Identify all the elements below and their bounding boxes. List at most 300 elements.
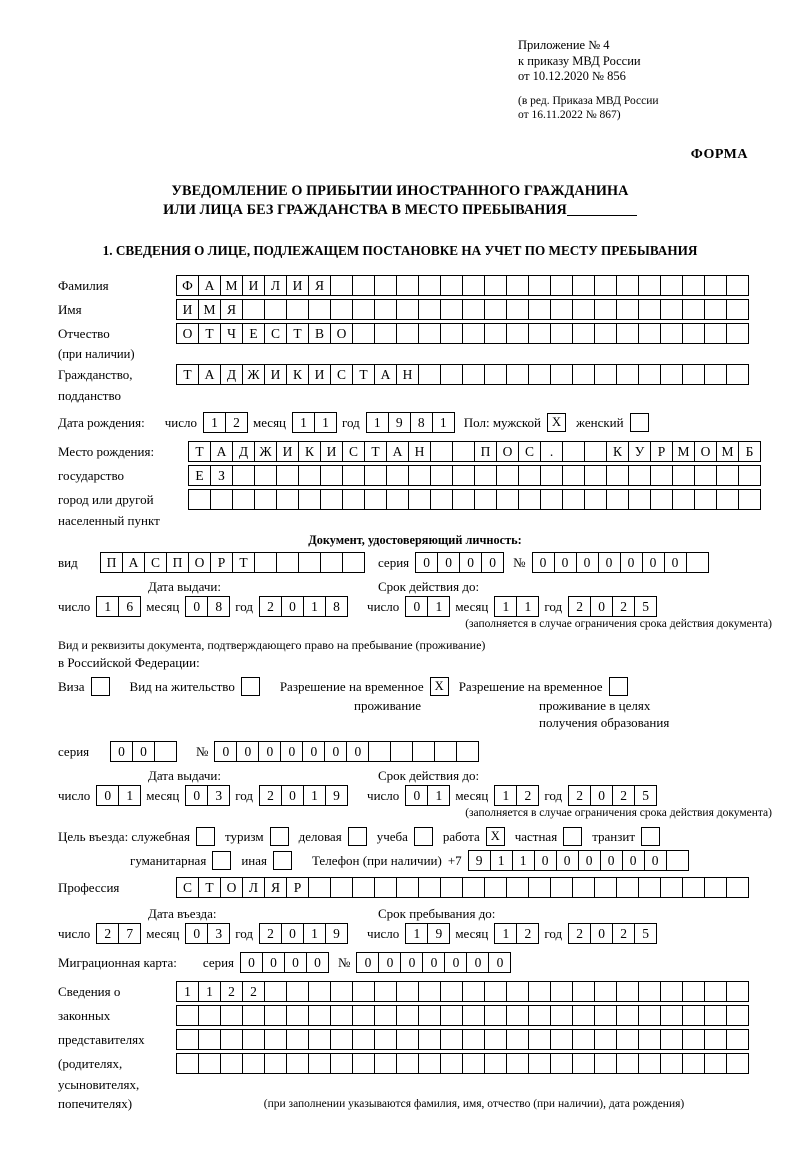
form-cell[interactable]: 0 [488,952,511,973]
citizenship-cells[interactable] [176,364,748,385]
form-cell[interactable]: 0 [281,923,304,944]
form-cell[interactable] [518,489,541,510]
form-cell[interactable]: М [716,441,739,462]
form-cell[interactable] [638,275,661,296]
stay-issue-day-cells[interactable] [96,785,140,806]
form-cell[interactable]: Т [188,441,211,462]
form-cell[interactable] [330,275,353,296]
form-cell[interactable]: И [264,364,287,385]
form-cell[interactable]: 1 [176,981,199,1002]
form-cell[interactable] [220,1053,243,1074]
form-cell[interactable] [616,877,639,898]
form-cell[interactable] [298,465,321,486]
form-cell[interactable]: И [286,275,309,296]
entry-year-cells[interactable] [259,923,347,944]
form-cell[interactable] [660,275,683,296]
form-cell[interactable]: 0 [185,785,208,806]
form-cell[interactable] [264,981,287,1002]
form-cell[interactable]: 0 [466,952,489,973]
stay-until-year-cells[interactable] [568,923,656,944]
form-cell[interactable] [704,364,727,385]
form-cell[interactable] [682,1029,705,1050]
form-cell[interactable]: К [606,441,629,462]
form-cell[interactable]: 0 [437,552,460,573]
form-cell[interactable]: 0 [590,923,613,944]
form-cell[interactable] [682,323,705,344]
form-cell[interactable] [726,299,749,320]
form-cell[interactable] [594,1005,617,1026]
birthplace-cells-2[interactable] [188,465,760,486]
form-cell[interactable] [528,1053,551,1074]
form-cell[interactable]: 0 [281,785,304,806]
birthplace-cells-3[interactable] [188,489,760,510]
form-cell[interactable] [496,465,519,486]
form-cell[interactable]: 1 [494,785,517,806]
form-cell[interactable] [616,275,639,296]
form-cell[interactable] [396,1005,419,1026]
form-cell[interactable] [308,299,331,320]
form-cell[interactable] [396,981,419,1002]
form-cell[interactable] [562,489,585,510]
form-cell[interactable] [320,465,343,486]
form-cell[interactable]: 0 [556,850,579,871]
form-cell[interactable] [308,1005,331,1026]
form-cell[interactable] [374,981,397,1002]
form-cell[interactable] [660,1053,683,1074]
form-cell[interactable]: Я [264,877,287,898]
form-cell[interactable]: 0 [378,952,401,973]
form-cell[interactable]: 2 [96,923,119,944]
form-cell[interactable] [396,877,419,898]
form-cell[interactable] [374,323,397,344]
form-cell[interactable] [660,364,683,385]
form-cell[interactable]: 1 [432,412,455,433]
form-cell[interactable]: 1 [405,923,428,944]
form-cell[interactable] [352,877,375,898]
doc-issue-month-cells[interactable] [185,596,229,617]
form-cell[interactable]: 9 [325,785,348,806]
form-cell[interactable] [396,1029,419,1050]
form-cell[interactable] [638,877,661,898]
form-cell[interactable] [528,299,551,320]
form-cell[interactable] [396,299,419,320]
form-cell[interactable] [616,1053,639,1074]
form-cell[interactable]: 0 [405,785,428,806]
form-cell[interactable]: Е [242,323,265,344]
form-cell[interactable]: Б [738,441,761,462]
form-cell[interactable]: 9 [325,923,348,944]
form-cell[interactable]: 1 [292,412,315,433]
form-cell[interactable] [550,275,573,296]
form-cell[interactable] [308,1029,331,1050]
form-cell[interactable] [572,981,595,1002]
form-cell[interactable]: 0 [590,596,613,617]
form-cell[interactable] [572,1005,595,1026]
form-cell[interactable] [672,489,695,510]
form-cell[interactable] [572,1053,595,1074]
form-cell[interactable]: 0 [444,952,467,973]
form-cell[interactable] [616,1005,639,1026]
form-cell[interactable] [660,1029,683,1050]
form-cell[interactable] [594,877,617,898]
form-cell[interactable] [352,275,375,296]
purpose-private-checkbox[interactable] [563,827,582,846]
form-cell[interactable] [606,465,629,486]
form-cell[interactable] [474,489,497,510]
purpose-tourism-checkbox[interactable] [270,827,289,846]
form-cell[interactable] [484,364,507,385]
form-cell[interactable]: 0 [620,552,643,573]
form-cell[interactable] [264,299,287,320]
form-cell[interactable] [550,364,573,385]
form-cell[interactable] [484,275,507,296]
form-cell[interactable] [210,489,233,510]
form-cell[interactable] [704,1029,727,1050]
form-cell[interactable] [484,877,507,898]
purpose-business-checkbox[interactable] [348,827,367,846]
form-cell[interactable]: 2 [259,923,282,944]
form-cell[interactable] [220,1005,243,1026]
form-cell[interactable]: О [220,877,243,898]
form-cell[interactable]: 0 [422,952,445,973]
stay-valid-month-cells[interactable] [494,785,538,806]
form-cell[interactable] [484,981,507,1002]
form-cell[interactable] [462,1053,485,1074]
form-cell[interactable] [726,1029,749,1050]
form-cell[interactable] [660,299,683,320]
form-cell[interactable] [716,489,739,510]
form-cell[interactable] [628,489,651,510]
temp-residence-checkbox[interactable]: Х [430,677,449,696]
form-cell[interactable] [550,1005,573,1026]
form-cell[interactable] [528,364,551,385]
form-cell[interactable]: 1 [494,923,517,944]
form-cell[interactable] [462,981,485,1002]
form-cell[interactable] [308,877,331,898]
doc-valid-year-cells[interactable] [568,596,656,617]
form-cell[interactable]: С [176,877,199,898]
form-cell[interactable] [704,323,727,344]
form-cell[interactable] [418,275,441,296]
form-cell[interactable]: 1 [203,412,226,433]
form-cell[interactable] [254,465,277,486]
form-cell[interactable] [594,323,617,344]
form-cell[interactable] [704,877,727,898]
form-cell[interactable]: 0 [324,741,347,762]
form-cell[interactable]: Л [264,275,287,296]
edu-residence-checkbox[interactable] [609,677,628,696]
form-cell[interactable] [176,1029,199,1050]
form-cell[interactable] [682,364,705,385]
form-cell[interactable] [264,1005,287,1026]
form-cell[interactable]: Ж [242,364,265,385]
form-cell[interactable] [242,1053,265,1074]
form-cell[interactable]: 0 [578,850,601,871]
form-cell[interactable]: 0 [96,785,119,806]
purpose-humanitarian-checkbox[interactable] [212,851,231,870]
form-cell[interactable] [682,275,705,296]
form-cell[interactable]: 0 [306,952,329,973]
form-cell[interactable]: 1 [494,596,517,617]
form-cell[interactable] [396,323,419,344]
form-cell[interactable]: П [100,552,123,573]
purpose-transit-checkbox[interactable] [641,827,660,846]
stay-valid-year-cells[interactable] [568,785,656,806]
form-cell[interactable]: М [672,441,695,462]
form-cell[interactable]: 1 [303,923,326,944]
form-cell[interactable]: 1 [96,596,119,617]
form-cell[interactable] [330,981,353,1002]
form-cell[interactable]: 2 [612,923,635,944]
form-cell[interactable] [434,741,457,762]
stay-until-month-cells[interactable] [494,923,538,944]
form-cell[interactable]: 1 [314,412,337,433]
form-cell[interactable] [198,1053,221,1074]
form-cell[interactable] [276,552,299,573]
form-cell[interactable] [638,981,661,1002]
form-cell[interactable] [628,465,651,486]
form-cell[interactable] [686,552,709,573]
form-cell[interactable] [694,465,717,486]
form-cell[interactable] [638,1005,661,1026]
form-cell[interactable] [474,465,497,486]
form-cell[interactable] [320,489,343,510]
form-cell[interactable]: 2 [568,923,591,944]
form-cell[interactable] [198,1005,221,1026]
form-cell[interactable] [704,275,727,296]
form-cell[interactable] [286,1005,309,1026]
form-cell[interactable] [462,275,485,296]
birth-month-cells[interactable] [292,412,336,433]
form-cell[interactable]: Р [210,552,233,573]
form-cell[interactable] [484,1053,507,1074]
form-cell[interactable] [562,441,585,462]
form-cell[interactable] [506,299,529,320]
form-cell[interactable]: Е [188,465,211,486]
form-cell[interactable]: С [264,323,287,344]
form-cell[interactable]: У [628,441,651,462]
form-cell[interactable] [550,323,573,344]
form-cell[interactable] [264,1053,287,1074]
form-cell[interactable] [682,1005,705,1026]
form-cell[interactable] [254,552,277,573]
form-cell[interactable]: 0 [598,552,621,573]
form-cell[interactable]: Л [242,877,265,898]
birth-year-cells[interactable] [366,412,454,433]
form-cell[interactable] [562,465,585,486]
form-cell[interactable]: 0 [346,741,369,762]
form-cell[interactable] [198,1029,221,1050]
form-cell[interactable] [342,465,365,486]
form-cell[interactable] [440,299,463,320]
form-cell[interactable] [408,489,431,510]
form-cell[interactable] [298,489,321,510]
form-cell[interactable]: А [198,364,221,385]
form-cell[interactable] [528,1005,551,1026]
form-cell[interactable] [242,1005,265,1026]
form-cell[interactable]: 1 [198,981,221,1002]
form-cell[interactable] [704,1053,727,1074]
phone-cells[interactable] [468,850,688,871]
form-cell[interactable] [418,1029,441,1050]
form-cell[interactable]: 0 [185,596,208,617]
form-cell[interactable] [440,1005,463,1026]
form-cell[interactable]: 0 [185,923,208,944]
form-cell[interactable] [430,465,453,486]
form-cell[interactable] [330,1005,353,1026]
form-cell[interactable] [738,465,761,486]
form-cell[interactable]: 1 [427,596,450,617]
form-cell[interactable]: 0 [600,850,623,871]
form-cell[interactable] [682,877,705,898]
form-cell[interactable]: К [286,364,309,385]
form-cell[interactable] [430,489,453,510]
form-cell[interactable] [352,1029,375,1050]
form-cell[interactable] [330,877,353,898]
form-cell[interactable] [594,981,617,1002]
form-cell[interactable] [660,877,683,898]
doc-number-cells[interactable] [532,552,708,573]
form-cell[interactable]: 0 [262,952,285,973]
form-cell[interactable] [440,364,463,385]
form-cell[interactable] [462,323,485,344]
mc-number-cells[interactable] [356,952,510,973]
form-cell[interactable] [242,1029,265,1050]
form-cell[interactable] [418,1005,441,1026]
form-cell[interactable] [374,1053,397,1074]
form-cell[interactable]: 0 [481,552,504,573]
form-cell[interactable]: К [298,441,321,462]
form-cell[interactable] [726,877,749,898]
form-cell[interactable] [364,465,387,486]
form-cell[interactable]: 3 [207,785,230,806]
form-cell[interactable] [188,489,211,510]
form-cell[interactable]: 2 [516,923,539,944]
doc-series-cells[interactable] [415,552,503,573]
form-cell[interactable] [456,741,479,762]
form-cell[interactable]: 0 [534,850,557,871]
form-cell[interactable] [638,1029,661,1050]
form-cell[interactable] [298,552,321,573]
form-cell[interactable] [572,364,595,385]
form-cell[interactable]: 2 [516,785,539,806]
form-cell[interactable] [220,1029,243,1050]
form-cell[interactable] [264,1029,287,1050]
form-cell[interactable] [638,364,661,385]
form-cell[interactable] [550,981,573,1002]
form-cell[interactable] [704,299,727,320]
form-cell[interactable]: 0 [400,952,423,973]
form-cell[interactable]: 5 [634,923,657,944]
form-cell[interactable] [396,275,419,296]
form-cell[interactable] [484,1029,507,1050]
form-cell[interactable]: Я [220,299,243,320]
doc-issue-day-cells[interactable] [96,596,140,617]
form-cell[interactable] [418,299,441,320]
form-cell[interactable]: 2 [259,596,282,617]
stay-issue-month-cells[interactable] [185,785,229,806]
visa-checkbox[interactable] [91,677,110,696]
form-cell[interactable]: О [330,323,353,344]
form-cell[interactable] [352,981,375,1002]
form-cell[interactable]: 0 [240,952,263,973]
form-cell[interactable] [660,981,683,1002]
form-cell[interactable] [584,465,607,486]
form-cell[interactable]: 1 [490,850,513,871]
doc-valid-day-cells[interactable] [405,596,449,617]
form-cell[interactable]: Ч [220,323,243,344]
form-cell[interactable] [408,465,431,486]
form-cell[interactable]: 2 [568,785,591,806]
form-cell[interactable]: . [540,441,563,462]
form-cell[interactable] [308,981,331,1002]
legal-rep-cells-1[interactable] [176,981,748,1002]
form-cell[interactable]: И [276,441,299,462]
form-cell[interactable] [462,877,485,898]
form-cell[interactable]: 2 [242,981,265,1002]
form-cell[interactable]: В [308,323,331,344]
form-cell[interactable]: Т [286,323,309,344]
form-cell[interactable]: 0 [532,552,555,573]
form-cell[interactable]: С [342,441,365,462]
form-cell[interactable]: 9 [468,850,491,871]
form-cell[interactable]: Д [232,441,255,462]
form-cell[interactable] [254,489,277,510]
form-cell[interactable]: 1 [366,412,389,433]
patronymic-cells[interactable] [176,323,748,344]
form-cell[interactable] [506,981,529,1002]
form-cell[interactable]: 0 [281,596,304,617]
form-cell[interactable]: 9 [388,412,411,433]
form-cell[interactable]: 0 [214,741,237,762]
form-cell[interactable]: И [320,441,343,462]
form-cell[interactable]: Т [176,364,199,385]
form-cell[interactable] [528,981,551,1002]
form-cell[interactable]: П [474,441,497,462]
purpose-study-checkbox[interactable] [414,827,433,846]
form-cell[interactable] [572,323,595,344]
form-cell[interactable] [506,323,529,344]
entry-month-cells[interactable] [185,923,229,944]
form-cell[interactable] [704,981,727,1002]
form-cell[interactable] [484,1005,507,1026]
form-cell[interactable] [550,1029,573,1050]
entry-day-cells[interactable] [96,923,140,944]
form-cell[interactable] [572,299,595,320]
form-cell[interactable] [638,299,661,320]
form-cell[interactable] [584,489,607,510]
form-cell[interactable] [594,364,617,385]
form-cell[interactable] [462,1005,485,1026]
form-cell[interactable]: 0 [642,552,665,573]
form-cell[interactable] [550,1053,573,1074]
form-cell[interactable]: О [694,441,717,462]
form-cell[interactable] [638,323,661,344]
form-cell[interactable] [342,552,365,573]
residence-permit-checkbox[interactable] [241,677,260,696]
form-cell[interactable] [386,465,409,486]
form-cell[interactable] [232,489,255,510]
form-cell[interactable] [352,1005,375,1026]
form-cell[interactable] [716,465,739,486]
doc-valid-month-cells[interactable] [494,596,538,617]
name-cells[interactable] [176,299,748,320]
form-cell[interactable] [682,981,705,1002]
form-cell[interactable] [440,1053,463,1074]
form-cell[interactable]: 2 [225,412,248,433]
form-cell[interactable]: 0 [459,552,482,573]
form-cell[interactable]: И [308,364,331,385]
